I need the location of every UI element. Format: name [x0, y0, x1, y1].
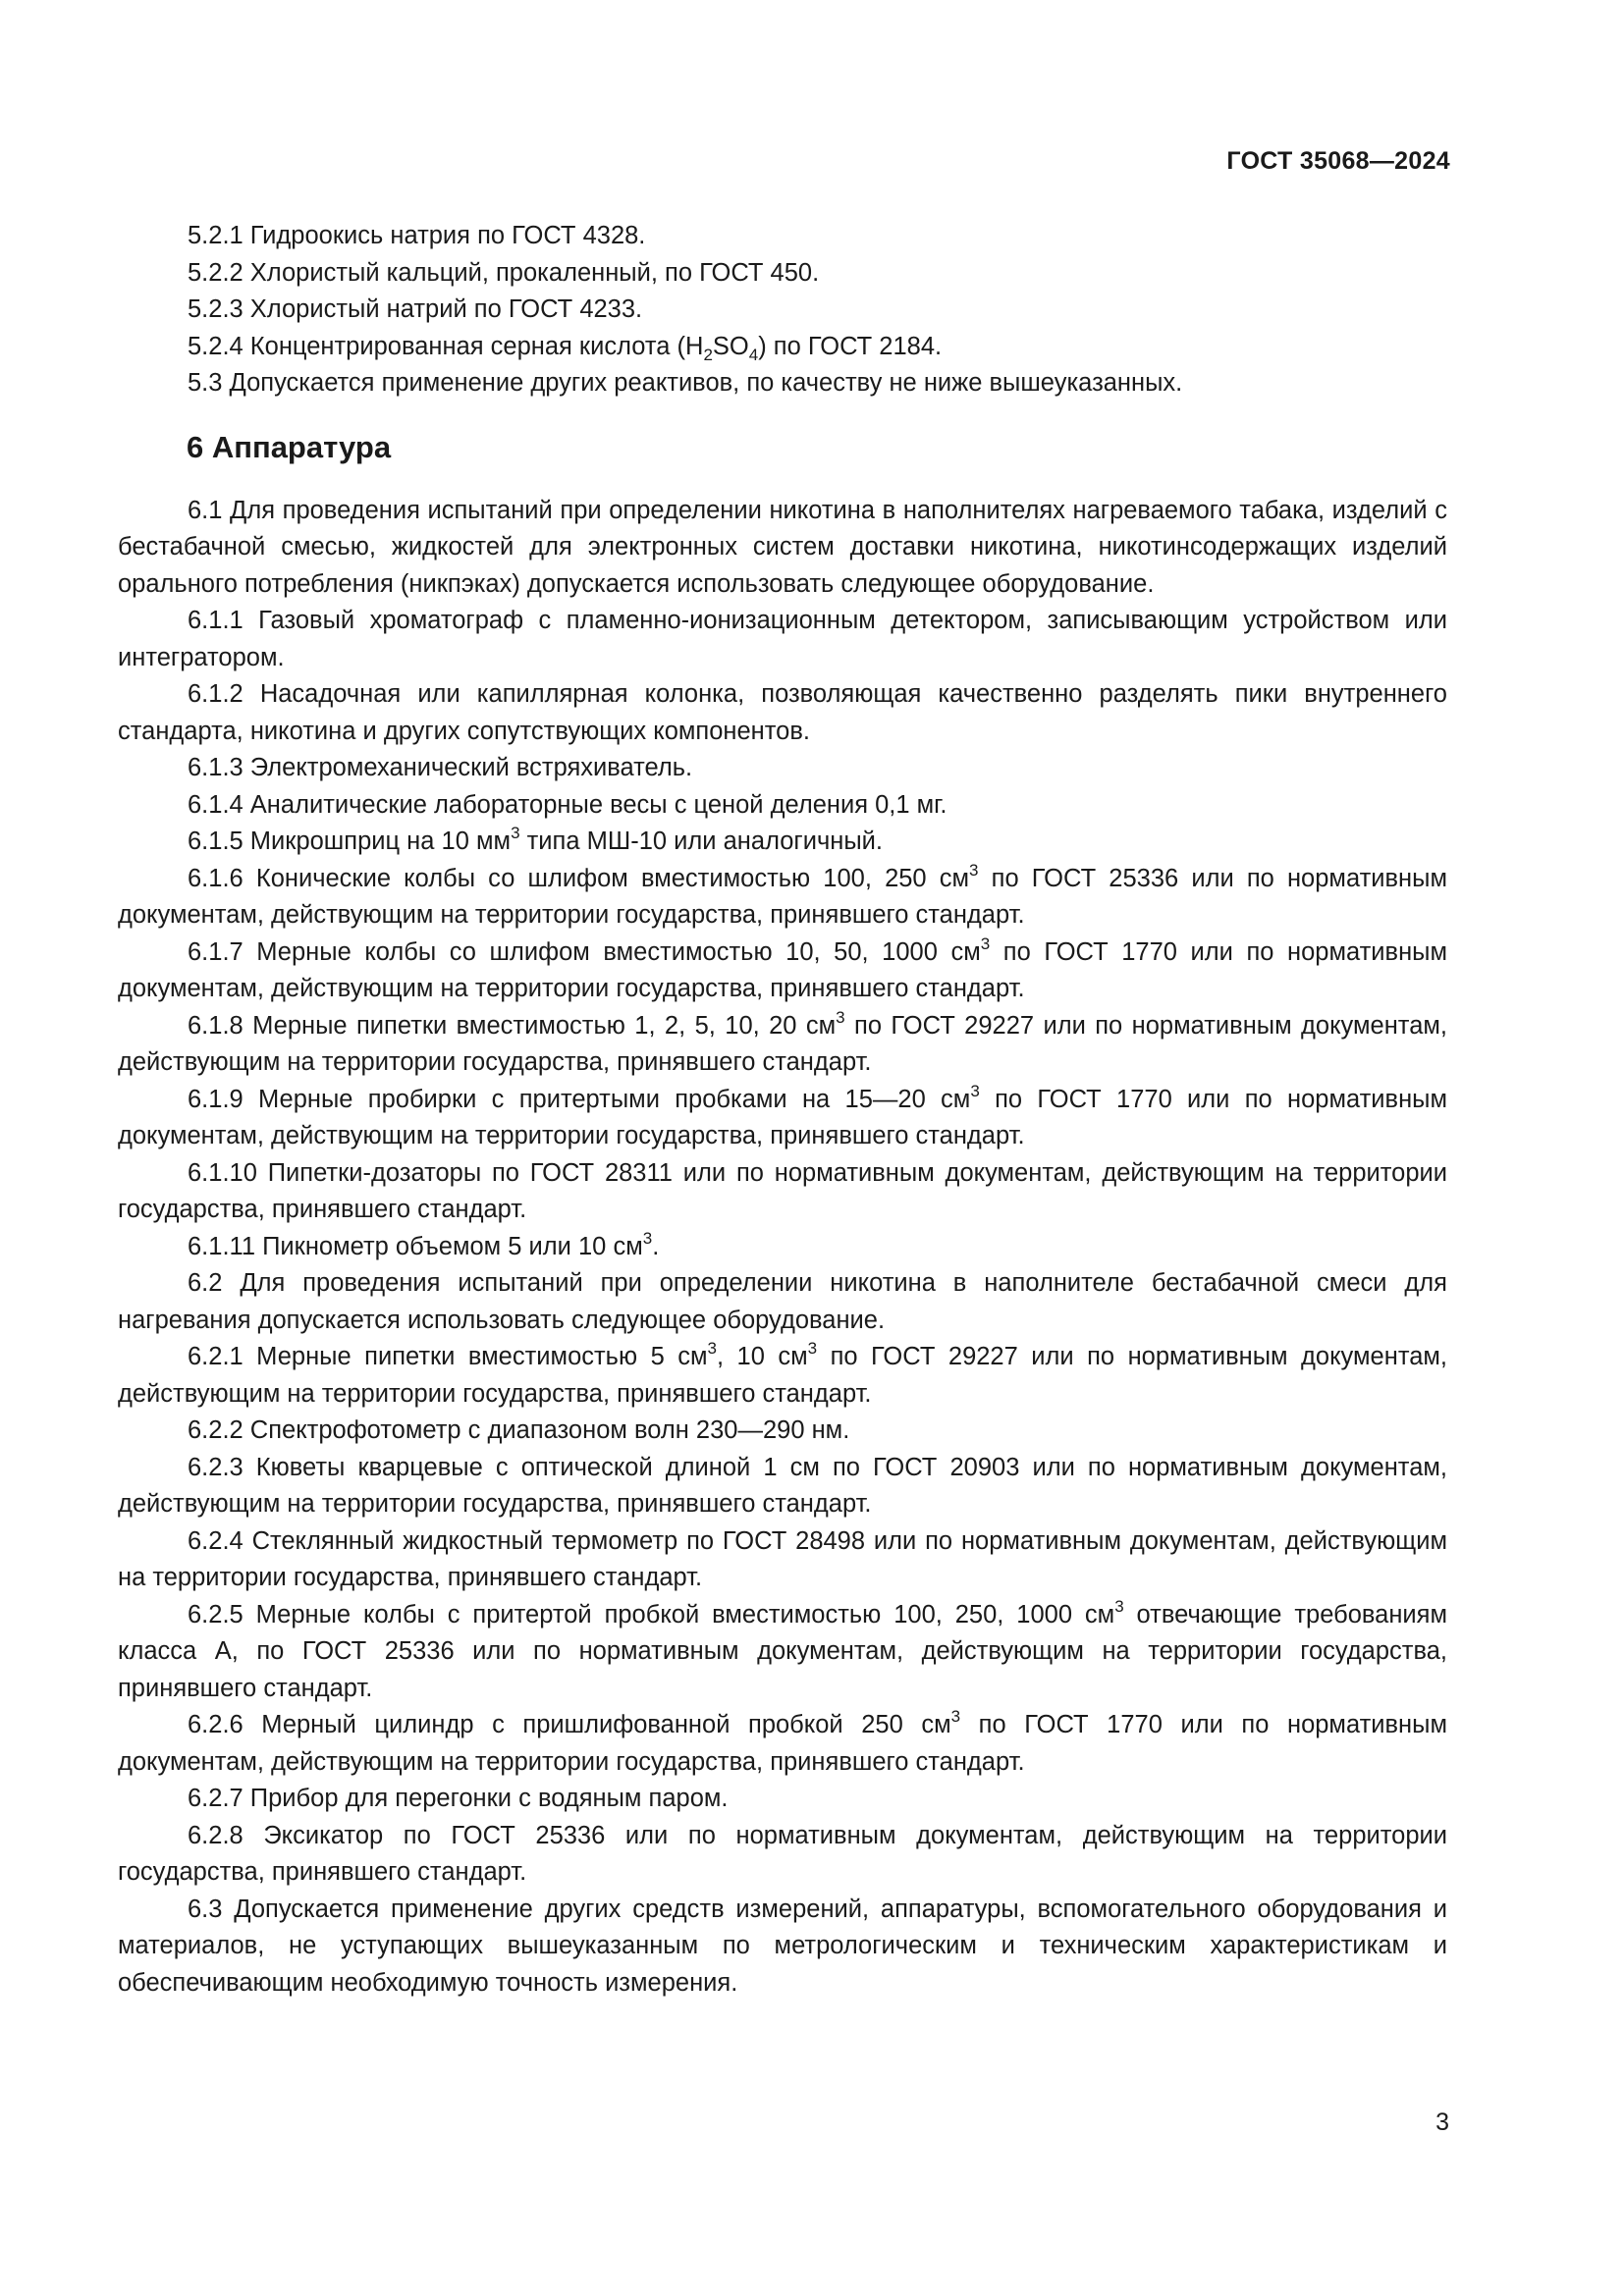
para-6-1-5: 6.1.5 Микрошприц на 10 $мм^3$ типа МШ-10 или аналогичный.: [188, 824, 883, 855]
para-6-2-1: 6.2.1 Мерные пипетки вместимостью 5 $см^3$, 10 $см^3$ по ГОСТ 29227 или по нормативным документам, действующим на территории государства, принявшего стандарт.: [118, 1339, 1448, 1408]
para-6-1-2: 6.1.2 Насадочная или капиллярная колонка, позволяющая качественно разделять пики внутреннего стандарта, никотина и других сопутствующих компонентов.: [118, 680, 1447, 745]
para-6-1: 6.1 Для проведения испытаний при определении никотина в наполнителях нагреваемого табака, изделий с бестабачной смесью, жидкостей для электронных систем доставки никотина, никотинсодержащих изделий орального потребления (никпэках) допускается использовать следующее оборудование.: [118, 496, 1447, 598]
para-6-1-4: 6.1.4 Аналитические лабораторные весы с ценой деления 0,1 мг.: [188, 790, 947, 819]
para-6-1-11: 6.1.11 Пикнометр объемом 5 или 10 $см^3$.: [188, 1228, 660, 1260]
para-6-2-6: 6.2.6 Мерный цилиндр с пришлифованной пробкой 250 $см^3$ по ГОСТ 1770 или по нормативным документам, действующим на территории государства, принявшего стандарт.: [118, 1707, 1447, 1776]
para-6-2-2: 6.2.2 Спектрофотометр с диапазоном волн 230—290 нм.: [188, 1416, 850, 1444]
section-title: 6 Аппаратура: [187, 429, 392, 464]
para-6-1-9: 6.1.9 Мерные пробирки с притертыми пробками на 15—20 $см^3$ по ГОСТ 1770 или по нормативным документам, действующим на территории государства, принявшего стандарт.: [118, 1081, 1448, 1149]
page-content: [118, 218, 1447, 2002]
para-6-1-6: 6.1.6 Конические колбы со шлифом вместимостью 100, 250 $см^3$ по ГОСТ 25336 или по нормативным документам, действующим на территории государства, принявшего стандарт.: [118, 860, 1447, 929]
item-5-2-4: 5.2.4 Концентрированная серная кислота $(H_2SO_4)$ по ГОСТ 2184.: [188, 332, 943, 364]
item-5-2-2: 5.2.2 Хлористый кальций, прокаленный, по ГОСТ 450.: [188, 258, 820, 287]
para-6-1-1: 6.1.1 Газовый хроматограф с пламенно-ионизационным детектором, записывающим устройством или интегратором.: [118, 607, 1447, 671]
para-6-2-8: 6.2.8 Эксикатор по ГОСТ 25336 или по нормативным документам, действующим на территории государства, принявшего стандарт.: [118, 1821, 1447, 1886]
para-6-2-7: 6.2.7 Прибор для перегонки с водяным паром.: [188, 1785, 729, 1812]
item-5-3: 5.3 Допускается применение других реактивов, по качеству не ниже вышеуказанных.: [188, 369, 1183, 397]
para-6-2-3: 6.2.3 Кюветы кварцевые с оптической длиной 1 см по ГОСТ 20903 или по нормативным документам, действующим на территории государства, принявшего стандарт.: [118, 1453, 1447, 1518]
para-6-1-7: 6.1.7 Мерные колбы со шлифом вместимостью 10, 50, 1000 $см^3$ по ГОСТ 1770 или по нормативным документам, действующим на территории государства, принявшего стандарт.: [118, 934, 1448, 1002]
document-id: ГОСТ 35068—2024: [1226, 147, 1450, 175]
para-6-2-5: 6.2.5 Мерные колбы с притертой пробкой вместимостью 100, 250, 1000 $см^3$ отвечающие требованиям класса А, по ГОСТ 25336 или по нормативным документам, действующим на территории государства, принявшего стандарт.: [118, 1596, 1448, 1702]
item-5-2-1: 5.2.1 Гидроокись натрия по ГОСТ 4328.: [188, 222, 646, 249]
item-5-2-3: 5.2.3 Хлористый натрий по ГОСТ 4233.: [188, 295, 643, 323]
para-6-2-4: 6.2.4 Стеклянный жидкостный термометр по ГОСТ 28498 или по нормативным документам, действующим на территории государства, принявшего стандарт.: [118, 1526, 1447, 1591]
para-6-3: 6.3 Допускается применение других средств измерений, аппаратуры, вспомогательного оборудования и материалов, не уступающих вышеуказанным по метрологическим и техническим характеристикам и обеспечивающим необходимую точность измерения.: [118, 1895, 1447, 1997]
para-6-2: 6.2 Для проведения испытаний при определении никотина в наполнителе бестабачной смеси для нагревания допускается использовать следующее оборудование.: [118, 1269, 1447, 1334]
para-6-1-10: 6.1.10 Пипетки-дозаторы по ГОСТ 28311 или по нормативным документам, действующим на территории государства, принявшего стандарт.: [118, 1158, 1447, 1223]
para-6-1-8: 6.1.8 Мерные пипетки вместимостью 1, 2, 5, 10, 20 $см^3$ по ГОСТ 29227 или по нормативным документам, действующим на территории государства, принявшего стандарт.: [118, 1007, 1447, 1076]
page-number: 3: [1435, 2109, 1449, 2136]
para-6-1-3: 6.1.3 Электромеханический встряхиватель.: [188, 754, 693, 781]
